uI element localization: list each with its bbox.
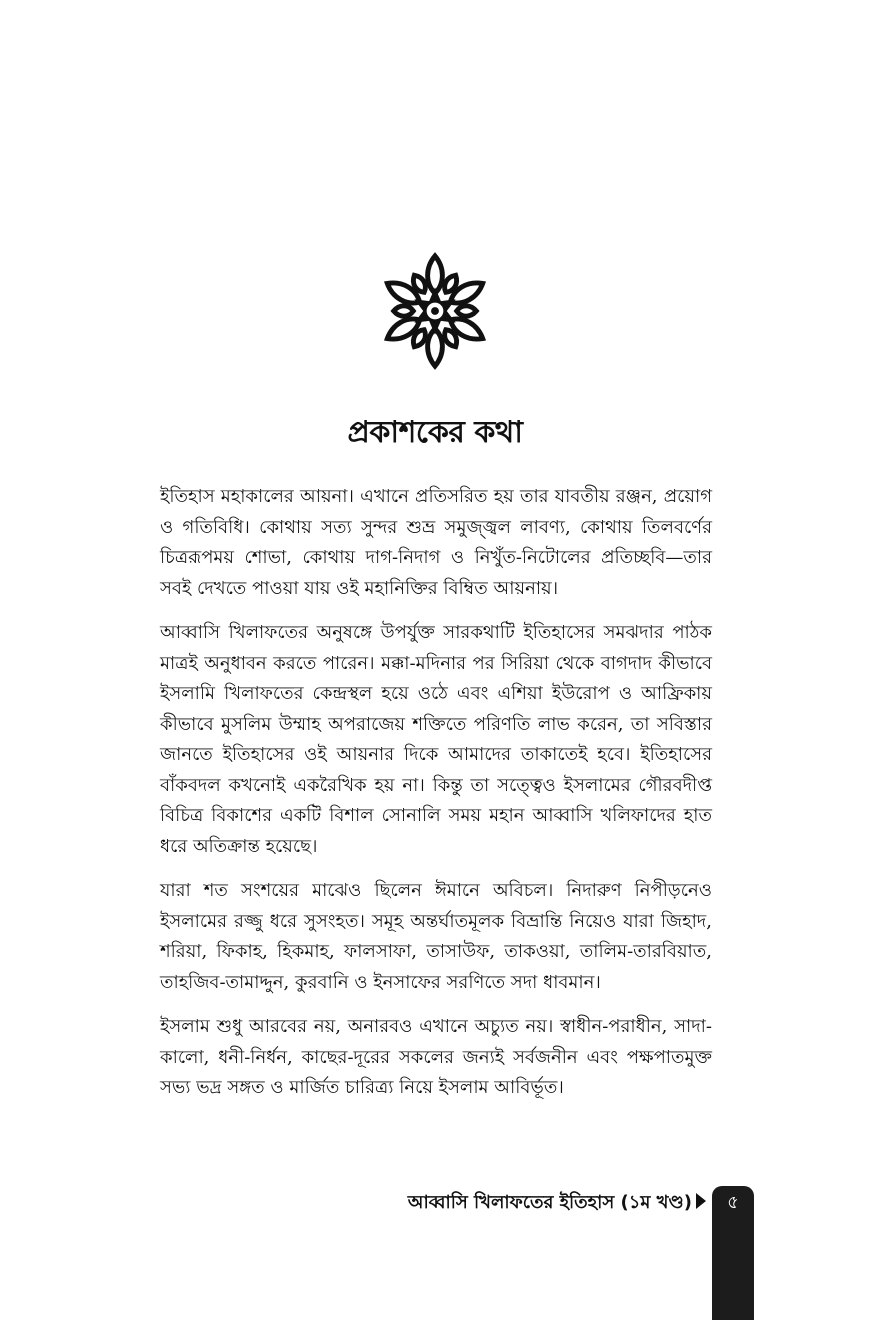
running-footer-book-title: আব্বাসি খিলাফতের ইতিহাস (১ম খণ্ড) bbox=[407, 1192, 692, 1213]
paragraph: ইতিহাস মহাকালের আয়না। এখানে প্রতিসরিত হয় তার যাবতীয় রঞ্জন, প্রয়োগ ও গতিবিধি। কোথায় সত্য সুন্দর শুভ্র সমুজ্জ্বল লাবণ্য, কোথায় তিলবর্ণের চিত্ররূপময় শোভা, কোথায় দাগ-নিদাগ ও নিখুঁত-নিটোলের প্রতিচ্ছবি—তার সবই দেখতে পাওয়া যায় ওই মহানিক্তির বিম্বিত আয়নায়। bbox=[160, 486, 712, 599]
page-number: ৫ bbox=[727, 1192, 739, 1213]
paragraph: ইসলাম শুধু আরবের নয়, অনারবও এখানে অচ্যুত নয়। স্বাধীন-পরাধীন, সাদা-কালো, ধনী-নির্ধন, কাছের-দূরের সকলের জন্যই সর্বজনীন এবং পক্ষপাতমুক্ত সভ্য ভদ্র সঙ্গত ও মার্জিত চারিত্র্য নিয়ে ইসলাম আবির্ভূত। bbox=[160, 1016, 712, 1098]
triangle-right-icon bbox=[696, 1193, 706, 1209]
floral-ornament-icon bbox=[376, 252, 494, 370]
page-number-tab bbox=[712, 1186, 754, 1320]
paragraph: আব্বাসি খিলাফতের অনুষঙ্গে উপর্যুক্ত সারকথাটি ইতিহাসের সমঝদার পাঠক মাত্রই অনুধাবন করতে পারেন। মক্কা-মদিনার পর সিরিয়া থেকে বাগদাদ কীভাবে ইসলামি খিলাফতের কেন্দ্রস্থল হয়ে ওঠে এবং এশিয়া ইউরোপ ও আফ্রিকায় কীভাবে মুসলিম উম্মাহ অপরাজেয় শক্তিতে পরিণতি লাভ করেন, তা সবিস্তার জানতে ইতিহাসের ওই আয়নার দিকে আমাদের তাকাতেই হবে। ইতিহাসের বাঁকবদল কখনোই একরৈখিক হয় না। কিন্তু তা সত্ত্বেও ইসলামের গৌরবদীপ্ত বিচিত্র বিকাশের একটি বিশাল সোনালি সময় মহান আব্বাসি খলিফাদের হাত ধরে অতিক্রান্ত হয়েছে। bbox=[160, 622, 713, 857]
page-heading: প্রকাশকের কথা bbox=[347, 415, 523, 450]
paragraph: যারা শত সংশয়ের মাঝেও ছিলেন ঈমানে অবিচল। নিদারুণ নিপীড়নেও ইসলামের রজ্জু ধরে সুসংহত। সমূহ অন্তর্ঘাতমূলক বিভ্রান্তি নিয়েও যারা জিহাদ, শরিয়া, ফিকাহ, হিকমাহ, ফালসাফা, তাসাউফ, তাকওয়া, তালিম-তারবিয়াত, তাহজিব-তামাদ্দুন, কুরবানি ও ইনসাফের সরণিতে সদা ধাবমান। bbox=[160, 880, 712, 993]
preface-body bbox=[160, 482, 712, 1118]
